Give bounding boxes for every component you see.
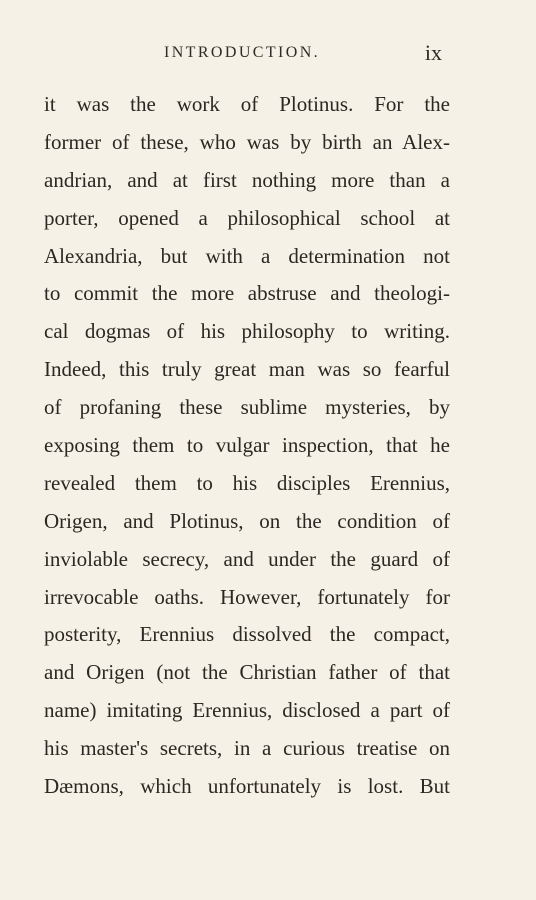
text-line: porter, opened a philosophical school at [44, 205, 450, 230]
text-line: exposing them to vulgar inspection, that he [44, 433, 450, 458]
text-line: Alexandria, but with a determination not [44, 243, 450, 268]
text-line: posterity, Erennius dissolved the compact, [44, 622, 450, 647]
text-line: name) imitating Erennius, disclosed a part of [44, 698, 450, 723]
body-text [44, 86, 450, 806]
text-line: former of these, who was by birth an Alex- [44, 129, 450, 154]
text-line: of profaning these sublime mysteries, by [44, 395, 450, 420]
text-line: Indeed, this truly great man was so fearful [44, 357, 450, 382]
page-number: ix [424, 40, 442, 65]
text-line: cal dogmas of his philosophy to writing. [44, 319, 450, 344]
text-line: Dæmons, which unfortunately is lost. But [44, 774, 450, 799]
text-line: revealed them to his disciples Erennius, [44, 470, 450, 495]
text-line: andrian, and at first nothing more than a [44, 167, 450, 192]
text-line: inviolable secrecy, and under the guard of [44, 546, 450, 571]
text-line: irrevocable oaths. However, fortunately for [44, 584, 450, 609]
text-line: and Origen (not the Christian father of that [44, 660, 450, 685]
text-line: his master's secrets, in a curious treatise on [44, 736, 450, 761]
running-head [44, 40, 442, 72]
running-head-title: INTRODUCTION. [164, 44, 321, 61]
text-line: to commit the more abstruse and theologi- [44, 281, 450, 306]
text-line: it was the work of Plotinus. For the [44, 92, 450, 116]
text-line: Origen, and Plotinus, on the condition of [44, 508, 450, 533]
